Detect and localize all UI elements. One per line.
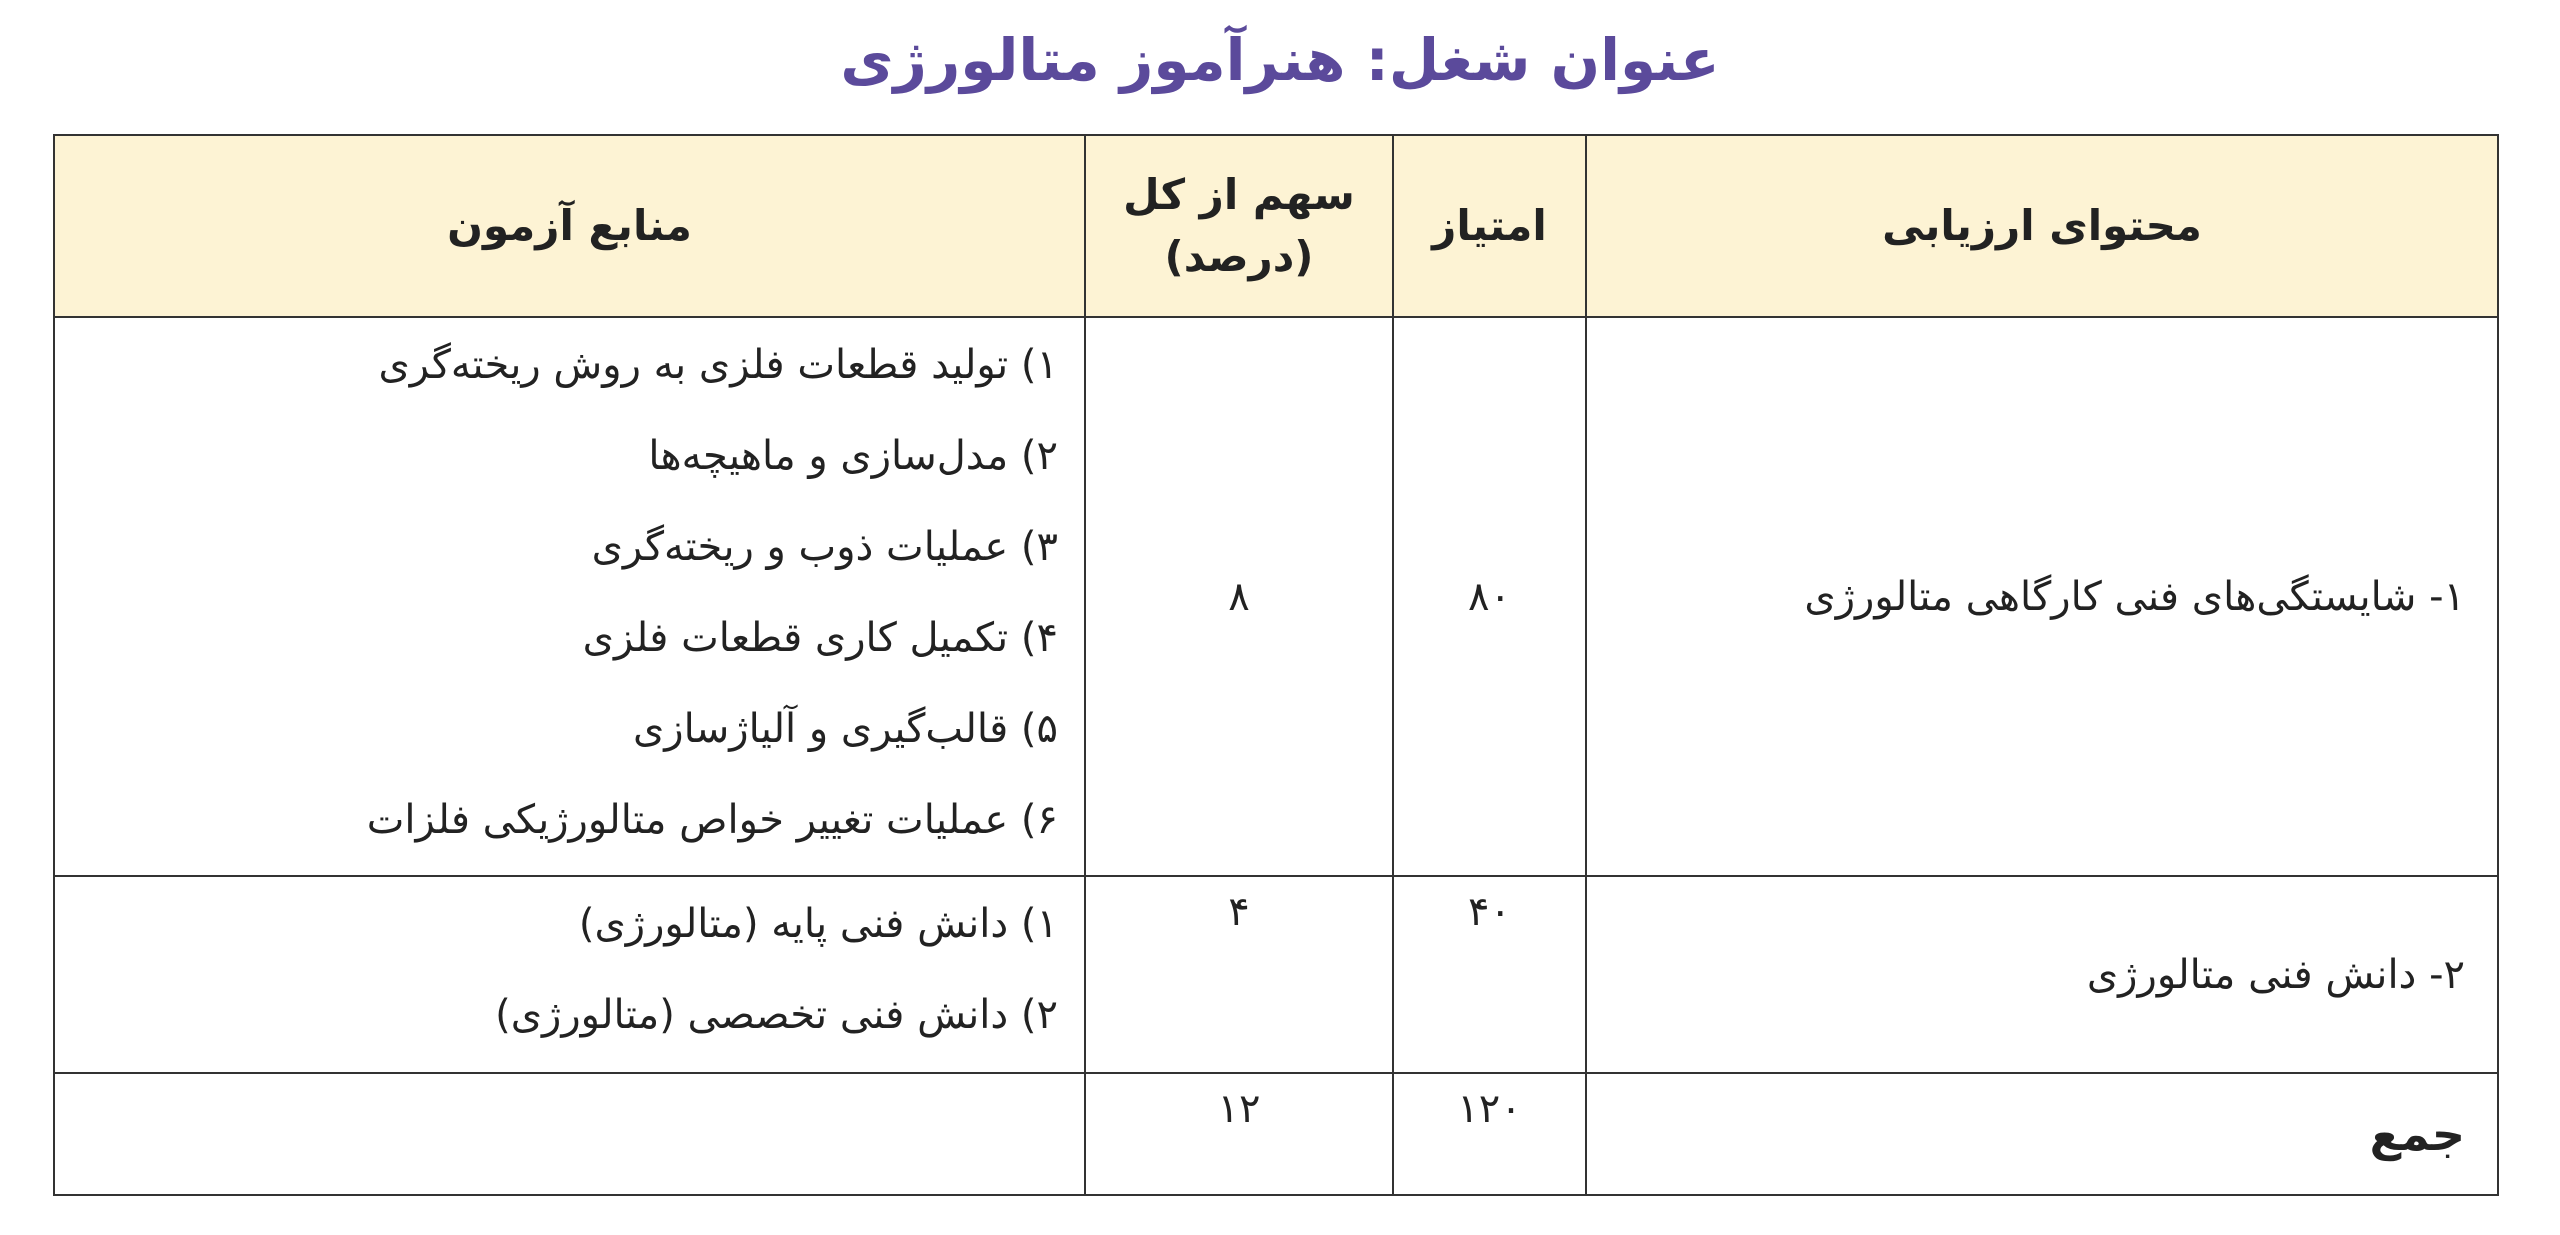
- table-row: [54, 876, 2498, 1073]
- source-item: ۲) مدل‌سازی و ماهیچه‌ها: [648, 432, 1058, 479]
- source-item: ۱) دانش فنی پایه (متالورژی): [578, 900, 1058, 947]
- header-score: امتیاز: [1393, 135, 1586, 317]
- total-label: جمع: [1586, 1073, 2498, 1195]
- total-row: [54, 1073, 2498, 1195]
- header-content: محتوای ارزیابی: [1586, 135, 2498, 317]
- source-item: ۳) عملیات ذوب و ریخته‌گری: [591, 523, 1058, 570]
- page-title: عنوان شغل: هنرآموز متالورژی: [840, 26, 1720, 94]
- total-score: ۱۲۰: [1393, 1073, 1586, 1195]
- share-cell: ۸: [1085, 317, 1393, 876]
- score-cell: ۴۰: [1393, 876, 1586, 1073]
- source-item: ۴) تکمیل کاری قطعات فلزی: [582, 614, 1058, 661]
- content-cell: ۱- شایستگی‌های فنی کارگاهی متالورژی: [1586, 317, 2498, 876]
- score-cell: ۸۰: [1393, 317, 1586, 876]
- source-item: ۶) عملیات تغییر خواص متالورژیکی فلزات: [366, 796, 1058, 843]
- evaluation-table: [53, 134, 2499, 1196]
- table-row: [54, 317, 2498, 876]
- content-cell: ۲- دانش فنی متالورژی: [1586, 876, 2498, 1073]
- share-cell: ۴: [1085, 876, 1393, 1073]
- header-share: [1085, 135, 1393, 317]
- table-header-row: [54, 135, 2498, 317]
- sources-cell: [54, 876, 1085, 1073]
- total-sources: [54, 1073, 1085, 1195]
- header-share-line2: (درصد): [1164, 232, 1314, 281]
- source-item: ۵) قالب‌گیری و آلیاژسازی: [632, 705, 1058, 752]
- source-item: ۲) دانش فنی تخصصی (متالورژی): [495, 991, 1058, 1038]
- header-sources: منابع آزمون: [54, 135, 1085, 317]
- total-share: ۱۲: [1085, 1073, 1393, 1195]
- header-share-line1: سهم از کل: [1123, 170, 1355, 219]
- source-item: ۱) تولید قطعات فلزی به روش ریخته‌گری: [378, 341, 1058, 388]
- sources-cell: [54, 317, 1085, 876]
